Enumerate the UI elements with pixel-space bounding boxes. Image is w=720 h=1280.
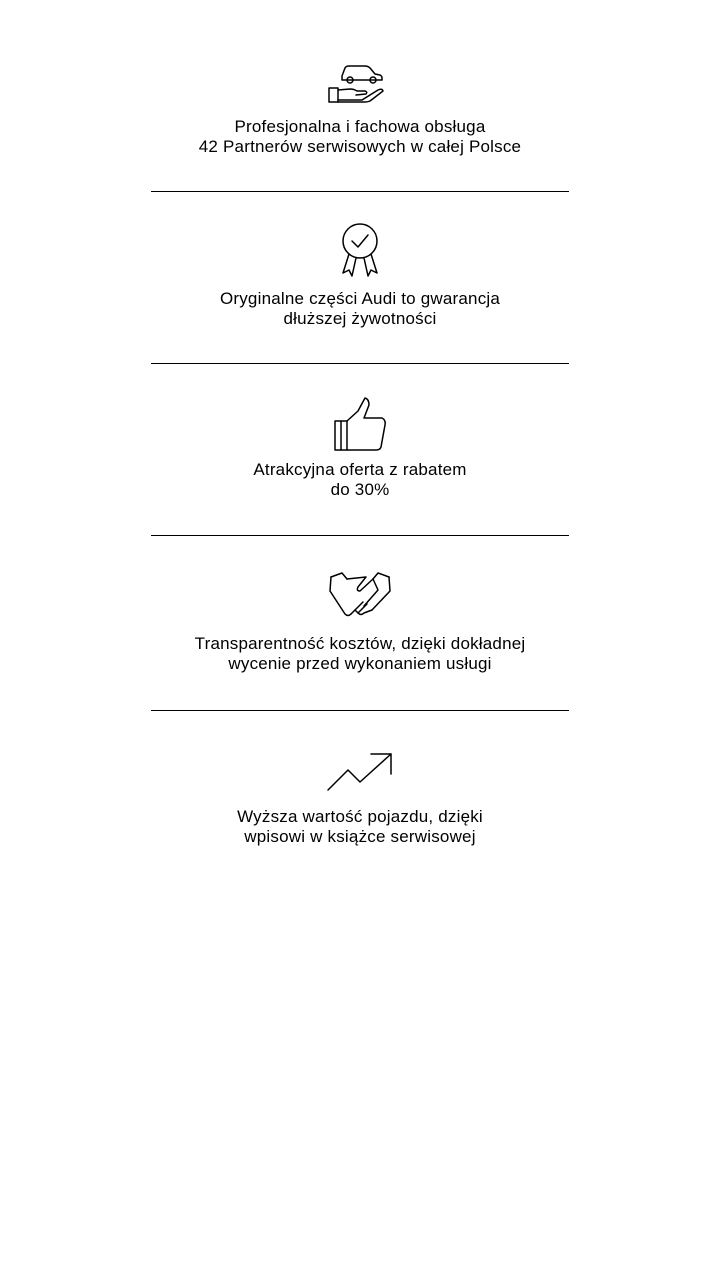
- feature-line-2: 42 Partnerów serwisowych w całej Polsce: [198, 137, 522, 156]
- trend-up-icon: [320, 744, 400, 804]
- feature-line-2: do 30%: [330, 480, 390, 499]
- handshake-icon: [320, 566, 400, 626]
- feature-line-2: wpisowi w książce serwisowej: [244, 827, 476, 846]
- feature-line-2: dłuższej żywotności: [283, 309, 437, 328]
- feature-line-2: wycenie przed wykonaniem usługi: [228, 654, 492, 673]
- feature-text: [100, 807, 620, 847]
- award-ribbon-icon: [320, 220, 400, 280]
- feature-text: [100, 289, 620, 329]
- divider: [151, 710, 569, 711]
- feature-line-1: Transparentność kosztów, dzięki dokładnej: [194, 634, 526, 653]
- feature-text: [100, 634, 620, 674]
- feature-line-1: Oryginalne części Audi to gwarancja: [219, 289, 501, 308]
- feature-text: [100, 460, 620, 500]
- divider: [151, 191, 569, 192]
- thumbs-up-icon: [320, 394, 400, 454]
- hand-car-icon: [320, 54, 400, 114]
- feature-line-1: Wyższa wartość pojazdu, dzięki: [237, 807, 483, 826]
- feature-line-1: Atrakcyjna oferta z rabatem: [253, 460, 467, 479]
- divider: [151, 363, 569, 364]
- feature-text: [100, 117, 620, 157]
- feature-line-1: Profesjonalna i fachowa obsługa: [234, 117, 486, 136]
- divider: [151, 535, 569, 536]
